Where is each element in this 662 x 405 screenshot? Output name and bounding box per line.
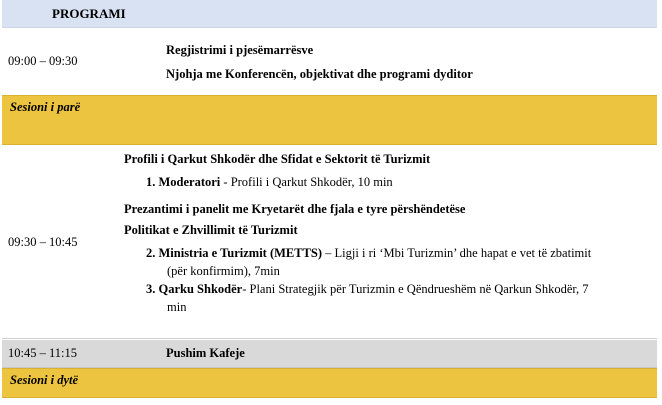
- panel-row: [2, 145, 657, 339]
- session-2-row: [2, 368, 657, 398]
- program-header-row: [2, 0, 657, 28]
- panel-item-1: [146, 175, 393, 190]
- panel-time: 09:30 – 10:45: [8, 235, 78, 249]
- session-1-row: [2, 95, 657, 145]
- item-2-number: 2.: [146, 246, 156, 260]
- registration-line-1: Regjistrimi i pjesëmarrësve: [166, 43, 314, 57]
- item-1-number: 1.: [146, 175, 156, 189]
- item-3-number: 3.: [146, 282, 156, 296]
- session-1-label: Sesioni i parë: [10, 100, 81, 114]
- registration-row: [2, 29, 657, 95]
- item-2-continuation: (për konfirmim), 7min: [167, 264, 280, 278]
- item-1-speaker: Moderatori: [158, 175, 221, 189]
- session-2-label: Sesioni i dytë: [10, 373, 79, 387]
- item-3-speaker: Qarku Shkodër: [158, 282, 243, 296]
- registration-line-2: Njohja me Konferencën, objektivat dhe programi dyditor: [166, 67, 473, 81]
- coffee-break-row: [2, 340, 657, 368]
- item-3-text: - Plani Strategjik për Turizmin e Qëndrueshëm në Qarkun Shkodër, 7: [242, 282, 589, 296]
- item-3-continuation: min: [167, 300, 187, 314]
- panel-heading-2: Prezantimi i panelit me Kryetarët dhe fjala e tyre përshëndetëse: [124, 202, 466, 216]
- coffee-time: 10:45 – 11:15: [8, 346, 77, 360]
- item-2-speaker: Ministria e Turizmit (METTS): [158, 246, 323, 260]
- panel-item-3: [146, 282, 589, 297]
- panel-heading-1: Profili i Qarkut Shkodër dhe Sfidat e Sektorit të Turizmit: [124, 152, 431, 166]
- item-2-text: – Ligji i ri ‘Mbi Turizmin’ dhe hapat e vet të zbatimit: [322, 246, 592, 260]
- coffee-label: Pushim Kafeje: [166, 346, 245, 360]
- panel-item-2: [146, 246, 591, 261]
- panel-heading-3: Politikat e Zhvillimit të Turizmit: [124, 223, 298, 237]
- item-1-text: - Profili i Qarkut Shkodër, 10 min: [220, 175, 393, 189]
- program-title: PROGRAMI: [52, 6, 126, 21]
- registration-time: 09:00 – 09:30: [8, 54, 78, 68]
